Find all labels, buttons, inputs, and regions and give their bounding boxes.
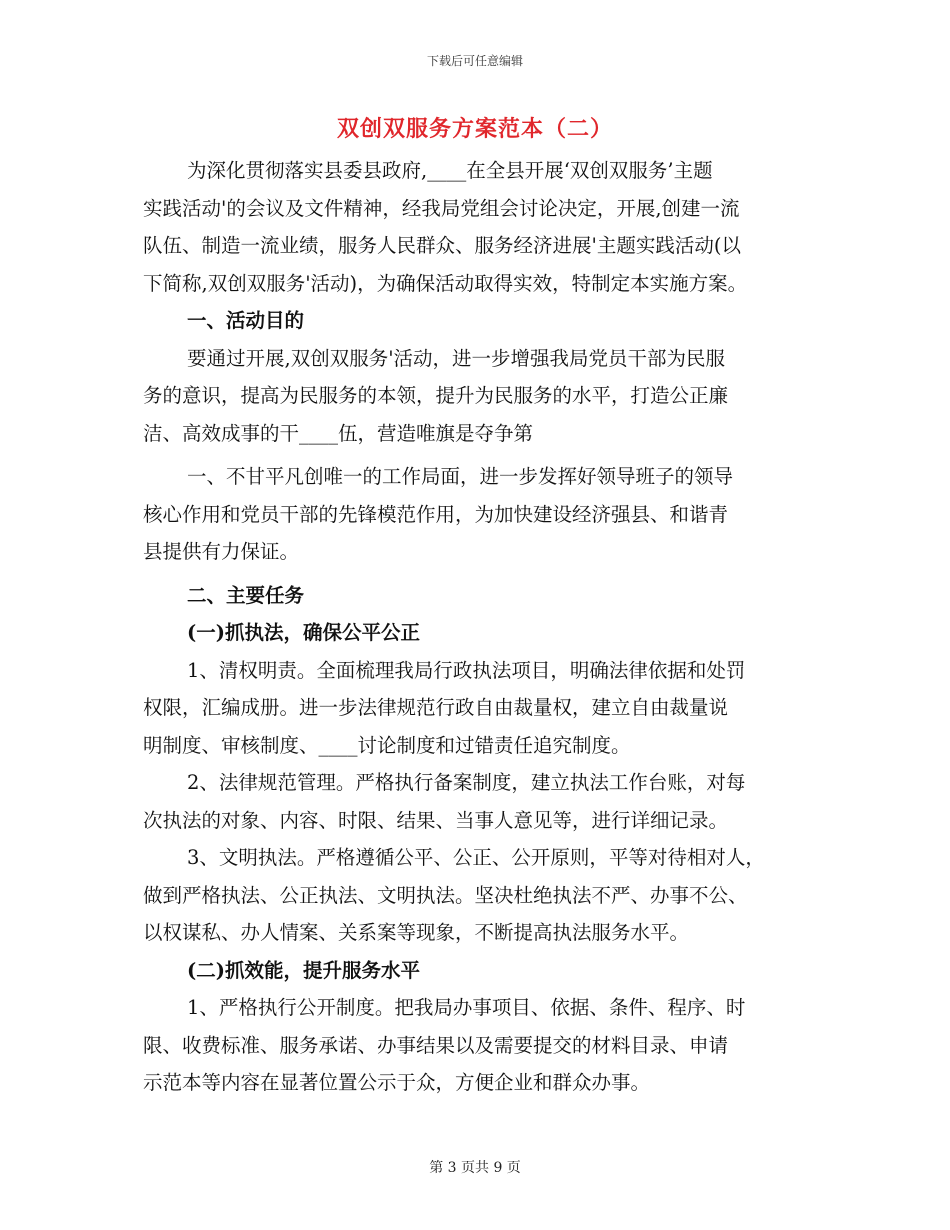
- paragraph-line: 2、法律规范管理。严格执行备案制度，建立执法工作台账，对每: [187, 771, 746, 794]
- subsection-heading: (二)抓效能，提升服务水平: [187, 958, 420, 982]
- section-heading: 二、主要任务: [187, 583, 305, 607]
- paragraph-line: 1、清权明责。全面梳理我局行政执法项目，明确法律依据和处罚: [187, 658, 746, 682]
- section-heading: 一、活动目的: [187, 309, 305, 332]
- paragraph-line: 做到严格执法、公正执法、文明执法。坚决杜绝执法不严、办事不公、: [143, 883, 748, 907]
- paragraph-line: 示范本等内容在显著位置公示于众，方便企业和群众办事。: [143, 1071, 651, 1094]
- paragraph-line: 明制度、审核制度、____讨论制度和过错责任追究制度。: [143, 733, 631, 757]
- paragraph-line: 权限，汇编成册。进一步法律规范行政自由裁量权，建立自由裁量说: [143, 696, 729, 719]
- paragraph-line: 县提供有力保证。: [143, 540, 300, 563]
- paragraph-line: 为深化贯彻落实县委县政府,____在全县开展‘双创双服务’主题: [187, 159, 713, 182]
- paragraph-line: 要通过开展,双创双服务'活动，进一步增强我局党员干部为民服: [187, 346, 726, 370]
- paragraph-line: 洁、高效成事的干____伍，营造唯旗是夺争第: [143, 421, 534, 445]
- paragraph-line: 限、收费标准、服务承诺、办事结果以及需要提交的材料目录、申请: [143, 1033, 729, 1057]
- paragraph-line: 务的意识，提高为民服务的本领，提升为民服务的水平，打造公正廉: [143, 384, 729, 407]
- subsection-heading: (一)抓执法，确保公平公正: [187, 621, 420, 644]
- paragraph-line: 队伍、制造一流业绩，服务人民群众、服务经济进展'主题实践活动(以: [143, 234, 741, 257]
- paragraph-line: 次执法的对象、内容、时限、结果、当事人意见等，进行详细记录。: [143, 808, 729, 832]
- paragraph-line: 一、不甘平凡创唯一的工作局面，进一步发挥好领导班子的领导: [187, 465, 734, 488]
- document-body: [143, 152, 819, 1102]
- paragraph-line: 实践活动'的会议及文件精神，经我局党组会讨论决定，开展,创建一流: [143, 196, 740, 220]
- paragraph-line: 下简称,双创双服务'活动)，为确保活动取得实效，特制定本实施方案。: [143, 271, 748, 295]
- paragraph-line: 以权谋私、办人情案、关系案等现象，不断提高执法服务水平。: [143, 921, 690, 944]
- page-number-footer: 第 3 页共 9 页: [429, 1160, 521, 1176]
- document-title: 双创双服务方案范本（二）: [336, 116, 613, 142]
- paragraph-line: 1、严格执行公开制度。把我局办事项目、依据、条件、程序、时: [187, 996, 746, 1019]
- paragraph-line: 3、文明执法。严格遵循公平、公正、公开原则，平等对待相对人，: [187, 846, 765, 869]
- paragraph-line: 核心作用和党员干部的先锋模范作用，为加快建设经济强县、和谐青: [143, 502, 729, 526]
- header-note: 下载后可任意编辑: [426, 54, 523, 68]
